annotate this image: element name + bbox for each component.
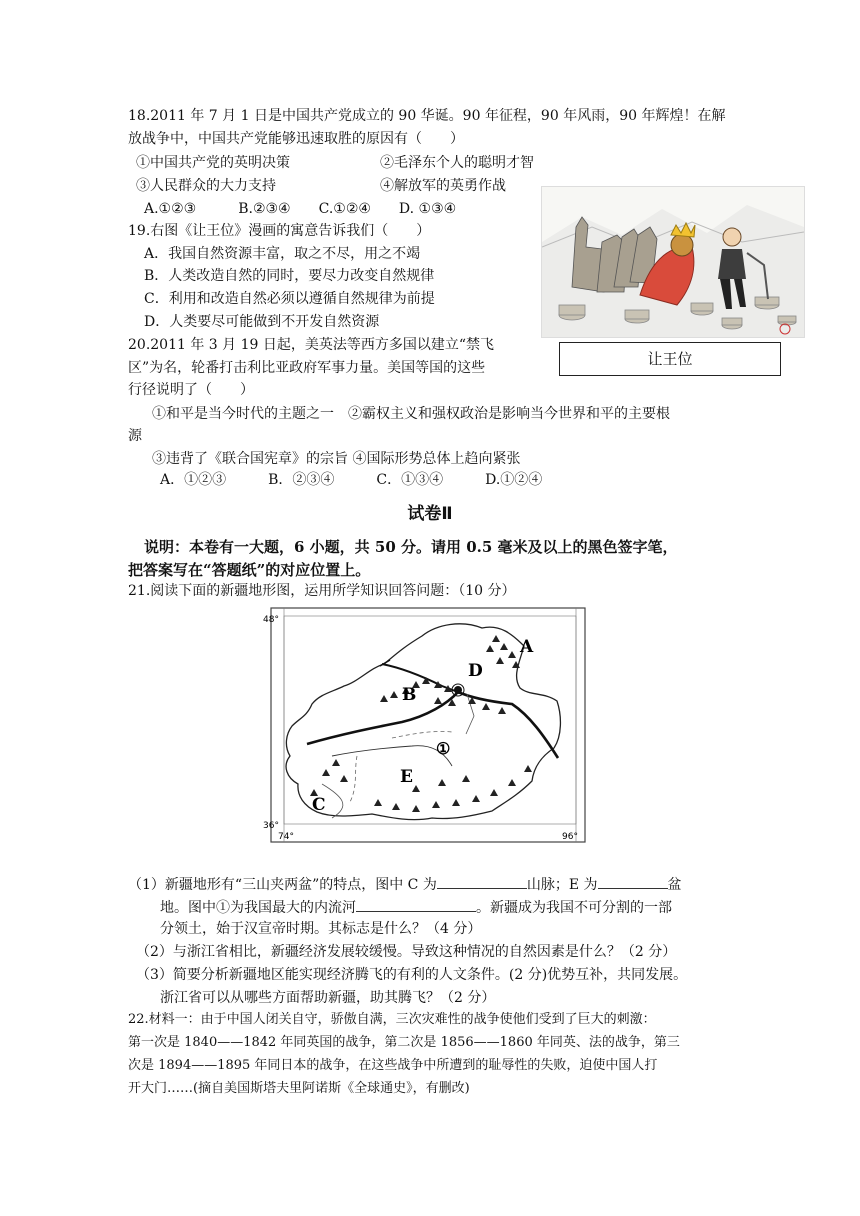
paper2-note-line1: 说明：本卷有一大题，6 小题，共 50 分。请用 0.5 毫米及以上的黑色签字笔， [144,538,678,556]
q19-option-c: C．利用和改造自然必须以遵循自然规律为前提 [144,291,435,307]
q21-part1-text-a: （1）新疆地形有“三山夹两盆”的特点，图中 C 为 [128,877,437,893]
q22-line3: 次是 1894——1895 年同日本的战争，在这些战争中所遭到的耻辱性的失败，迫使中国人打 [128,1058,658,1073]
cartoon-caption: 让王位 [559,342,781,376]
map-label-d: D [468,661,483,681]
q18-stem-line1: 18.2011 年 7 月 1 日是中国共产党成立的 90 华诞。90 年征程，90 年风雨，90 年辉煌！在解 [128,108,726,124]
q20-choices: A．①②③ B．②③④ C．①③④ D.①②④ [160,472,543,488]
q22-line2: 第一次是 1840——1842 年同英国的战争，第二次是 1856——1860 年同英、法的战争，第三 [128,1035,680,1050]
map-lat-36: 36° [263,821,279,831]
q18-choices: A.①②③ B.②③④ C.①②④ D. ①③④ [144,201,457,217]
q19-option-b: B．人类改造自然的同时，要尽力改变自然规律 [144,268,435,284]
q21-stem: 21.阅读下面的新疆地形图，运用所学知识回答问题：（10 分） [128,583,516,599]
q20-stem-line3: 行径说明了（ ） [128,382,254,398]
q20-options-1-2-cont: 源 [128,428,142,444]
map-drawing [262,606,588,846]
cartoon-illustration [541,186,805,338]
map-label-b: B [402,685,417,705]
q18-stem-line2: 放战争中，中国共产党能够迅速取胜的原因有（ ） [128,131,464,147]
paper2-title: 试卷Ⅱ [407,504,453,524]
q21-part1-text-e: 。新疆成为我国不可分割的一部 [476,900,672,916]
q21-part2: （2）与浙江省相比，新疆经济发展较缓慢。导致这种情况的自然因素是什么？（2 分） [136,944,677,960]
q21-part1-line2 [160,897,672,918]
q18-option-4: ④解放军的英勇作战 [380,178,506,194]
map-label-e: E [400,767,413,787]
map-label-river-1: ① [436,739,451,758]
q22-line4: 开大门……(摘自美国斯塔夫里阿诺斯《全球通史》，有删改) [128,1081,470,1096]
paper2-note-line2: 把答案写在“答题纸”的对应位置上。 [128,561,371,579]
answer-blank-c[interactable] [437,874,527,889]
q21-part1-line3: 分领土，始于汉宣帝时期。其标志是什么？（4 分） [160,921,482,937]
map-label-c: C [312,795,326,815]
q19-option-a: A．我国自然资源丰富，取之不尽，用之不竭 [144,246,421,262]
q20-stem-line1: 20.2011 年 3 月 19 日起，美英法等西方多国以建立“禁飞 [128,337,495,353]
map-lon-96: 96° [562,832,578,842]
xinjiang-terrain-map [262,606,588,846]
q21-part1-text-c: 盆 [667,877,682,893]
answer-blank-river[interactable] [356,897,476,912]
q21-part3-line2: 浙江省可以从哪些方面帮助新疆，助其腾飞？（2 分） [160,990,496,1006]
q18-option-3: ③人民群众的大力支持 [136,178,276,194]
q22-line1: 22.材料一：由于中国人闭关自守，骄傲自满，三次灾难性的战争使他们受到了巨大的刺激： [128,1012,656,1027]
q18-option-1: ①中国共产党的英明决策 [136,155,290,171]
map-lon-74: 74° [278,832,294,842]
map-label-a: A [520,637,534,657]
q20-stem-line2: 区”为名，轮番打击利比亚政府军事力量。美国等国的这些 [128,360,486,376]
answer-blank-e[interactable] [598,874,668,889]
q18-option-2: ②毛泽东个人的聪明才智 [380,155,534,171]
q21-part1-text-d: 地。图中①为我国最大的内流河 [160,900,356,916]
q20-options-1-2: ①和平是当今时代的主题之一 ②霸权主义和强权政治是影响当今世界和平的主要根 [152,406,670,422]
q19-option-d: D．人类要尽可能做到不开发自然资源 [144,314,380,330]
map-lat-48: 48° [263,615,279,625]
q19-stem: 19.右图《让王位》漫画的寓意告诉我们（ ） [128,223,431,239]
cartoon-drawing [542,187,804,337]
q20-options-3-4: ③违背了《联合国宪章》的宗旨 ④国际形势总体上趋向紧张 [152,451,521,467]
q21-part1-line1 [128,874,682,895]
q21-part3-line1: （3）简要分析新疆地区能实现经济腾飞的有利的人文条件。(2 分)优势互补，共同发展。 [136,967,688,983]
q21-part1-text-b: 山脉；E 为 [526,877,598,893]
